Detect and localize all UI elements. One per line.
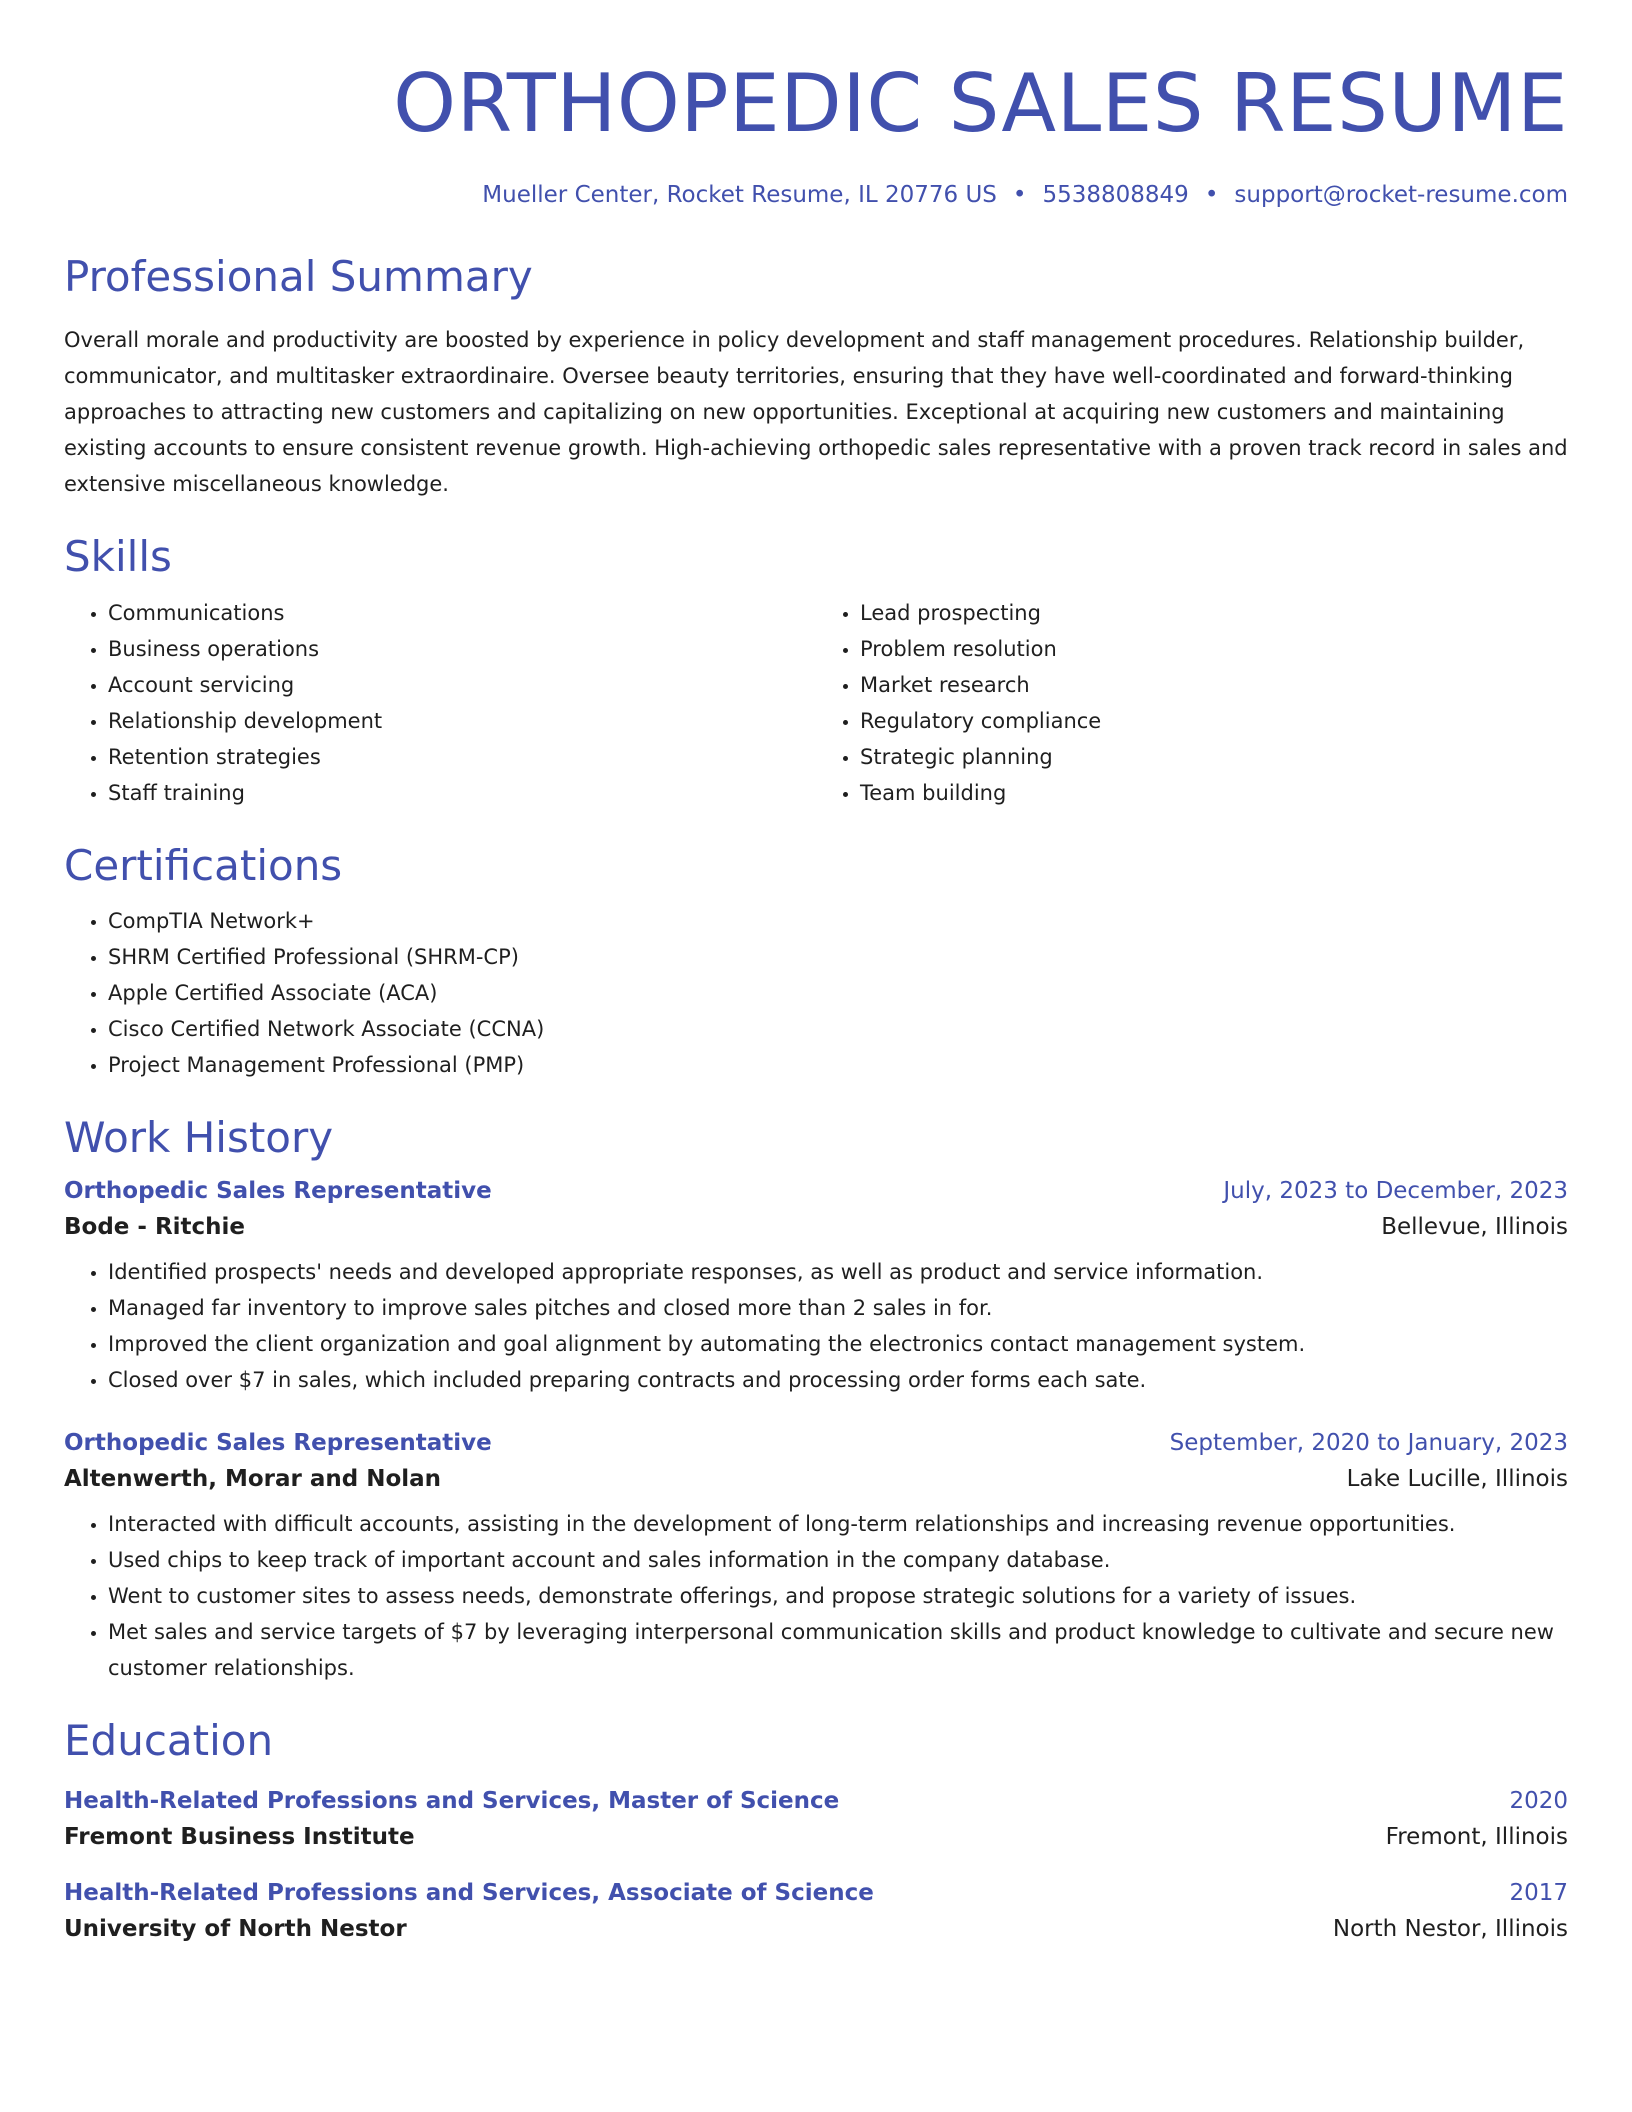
skills-heading: Skills	[64, 532, 172, 582]
education-year: 2017	[1509, 1879, 1568, 1906]
skill-item: • Strategic planning	[860, 739, 1568, 775]
contact-phone: 5538808849	[1042, 182, 1189, 208]
job-company: Altenwerth, Morar and Nolan	[64, 1465, 442, 1492]
education-degree: Health-Related Professions and Services, Associate of Science	[64, 1879, 874, 1906]
contact-address: Mueller Center, Rocket Resume, IL 20776 US	[482, 182, 997, 208]
skill-item: • Relationship development	[108, 703, 816, 739]
job-entry	[64, 1178, 1568, 1398]
job-bullet: • Went to customer sites to assess needs, demonstrate offerings, and propose strategic solutions for a variety of issues.	[108, 1578, 1568, 1614]
skills-section	[64, 532, 1568, 810]
job-company: Bode - Ritchie	[64, 1213, 246, 1240]
work-history-heading: Work History	[64, 1113, 334, 1163]
job-bullet: • Interacted with difficult accounts, assisting in the development of long-term relationships and increasing revenue opportunities.	[108, 1506, 1568, 1542]
certification-item: • SHRM Certified Professional (SHRM-CP)	[108, 939, 1568, 975]
certification-item: • Cisco Certified Network Associate (CCNA)	[108, 1011, 1568, 1047]
education-heading: Education	[64, 1715, 274, 1765]
education-entry	[64, 1788, 1568, 1850]
job-role: Orthopedic Sales Representative	[64, 1429, 492, 1456]
job-bullet: • Managed far inventory to improve sales pitches and closed more than 2 sales in for.	[108, 1290, 1568, 1326]
skills-list-left	[64, 595, 816, 811]
resume-title: ORTHOPEDIC SALES RESUME	[393, 57, 1568, 150]
contact-separator: •	[1012, 182, 1027, 208]
work-history-section	[64, 1113, 1568, 1685]
certification-item: • CompTIA Network+	[108, 903, 1568, 939]
certification-item: • Project Management Professional (PMP)	[108, 1047, 1568, 1083]
skill-item: • Team building	[860, 775, 1568, 811]
job-location: Bellevue, Illinois	[1381, 1213, 1568, 1240]
contact-line	[64, 182, 1568, 208]
contact-separator: •	[1204, 182, 1219, 208]
skill-item: • Regulatory compliance	[860, 703, 1568, 739]
certification-item: • Apple Certified Associate (ACA)	[108, 975, 1568, 1011]
job-bullets	[64, 1506, 1568, 1686]
job-location: Lake Lucille, Illinois	[1346, 1465, 1568, 1492]
certifications-section	[64, 841, 1568, 1083]
job-bullet: • Identified prospects' needs and developed appropriate responses, as well as product and service information.	[108, 1254, 1568, 1290]
skill-item: • Staff training	[108, 775, 816, 811]
job-bullet: • Improved the client organization and goal alignment by automating the electronics contact management system.	[108, 1326, 1568, 1362]
education-school: University of North Nestor	[64, 1915, 407, 1942]
education-location: Fremont, Illinois	[1385, 1823, 1568, 1850]
education-location: North Nestor, Illinois	[1332, 1915, 1568, 1942]
certifications-list	[64, 903, 1568, 1083]
job-dates: July, 2023 to December, 2023	[1223, 1177, 1568, 1204]
skill-item: • Problem resolution	[860, 631, 1568, 667]
job-entry	[64, 1430, 1568, 1686]
skills-list-right	[816, 595, 1568, 811]
summary-text: Overall morale and productivity are boosted by experience in policy development and staff management procedures. Relationship builder, communicator, and multitasker extraordinaire. Oversee beauty territories, ensuring that they have well-coordinated and forward-thinking approaches to attracting new customers and capitalizing on new opportunities. Exceptional at acquiring new customers and maintaining existing accounts to ensure consistent revenue growth. High-achieving orthopedic sales representative with a proven track record in sales and extensive miscellaneous knowledge.	[64, 328, 1568, 497]
contact-email: support@rocket-resume.com	[1234, 182, 1568, 208]
skills-grid	[64, 595, 1568, 811]
education-degree: Health-Related Professions and Services, Master of Science	[64, 1787, 840, 1814]
summary-heading: Professional Summary	[64, 252, 533, 301]
education-school: Fremont Business Institute	[64, 1823, 415, 1850]
summary-section	[64, 252, 1568, 502]
skill-item: • Account servicing	[108, 667, 816, 703]
education-section	[64, 1716, 1568, 1942]
job-bullet: • Met sales and service targets of $7 by leveraging interpersonal communication skills and product knowledge to cultivate and secure new customer relationships.	[108, 1614, 1568, 1686]
skill-item: • Retention strategies	[108, 739, 816, 775]
skill-item: • Market research	[860, 667, 1568, 703]
skill-item: • Business operations	[108, 631, 816, 667]
job-role: Orthopedic Sales Representative	[64, 1177, 492, 1204]
job-dates: September, 2020 to January, 2023	[1169, 1429, 1568, 1456]
education-year: 2020	[1509, 1787, 1568, 1814]
education-entry	[64, 1880, 1568, 1942]
skill-item: • Communications	[108, 595, 816, 631]
certifications-heading: Certifications	[64, 840, 343, 890]
job-bullets	[64, 1254, 1568, 1398]
job-bullet: • Closed over $7 in sales, which included preparing contracts and processing order forms each sate.	[108, 1362, 1568, 1398]
skill-item: • Lead prospecting	[860, 595, 1568, 631]
job-bullet: • Used chips to keep track of important account and sales information in the company database.	[108, 1542, 1568, 1578]
